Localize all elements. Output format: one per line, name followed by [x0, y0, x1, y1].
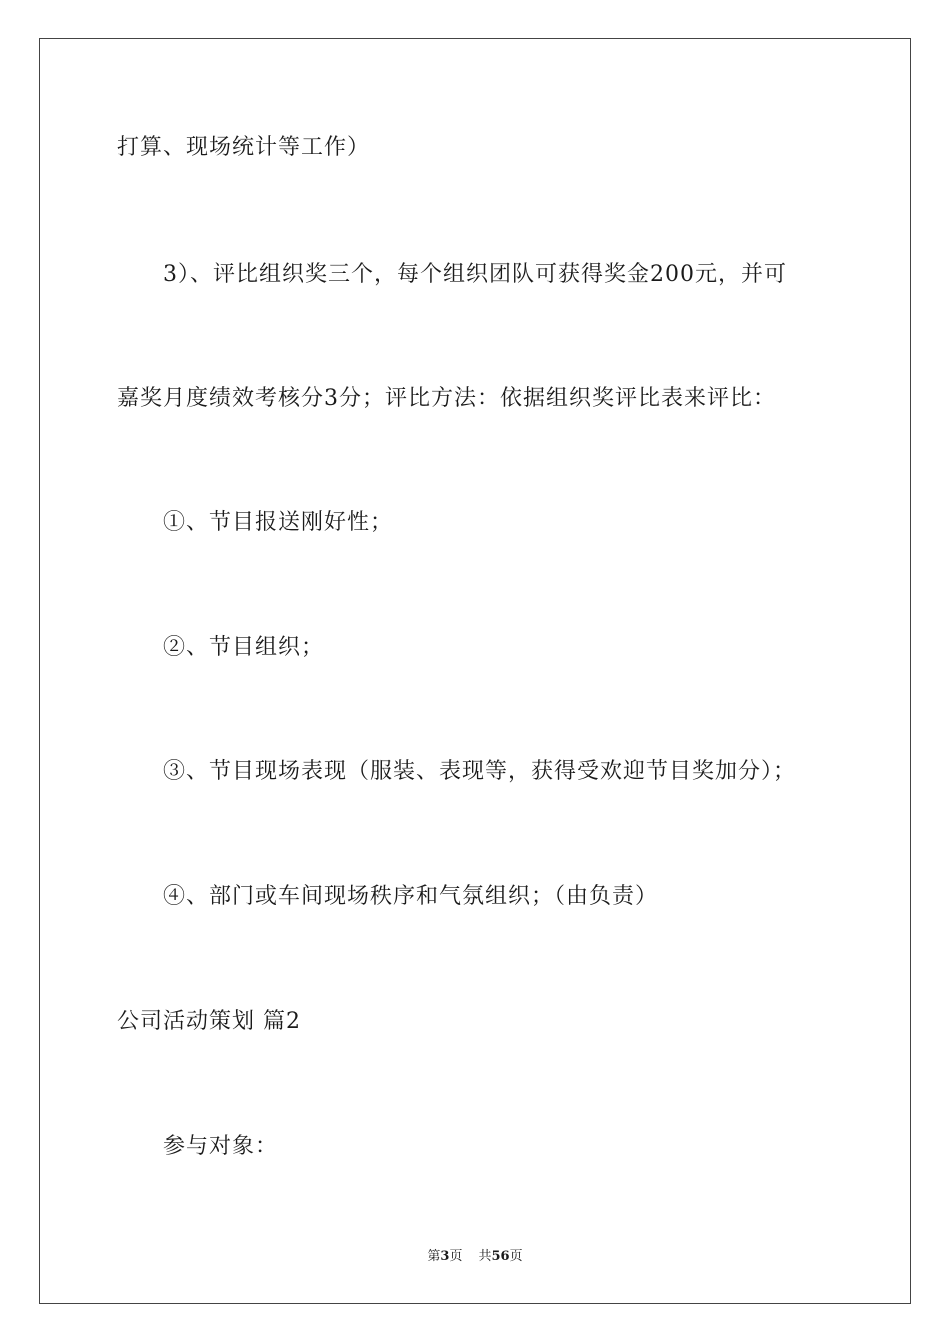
list-item-1: ①、节目报送刚好性； — [163, 510, 394, 535]
text-line-1: 打算、现场统计等工作） — [117, 135, 371, 160]
text-line-3: 嘉奖月度绩效考核分3分；评比方法：依据组织奖评比表来评比： — [117, 386, 776, 411]
page-border — [39, 38, 911, 1304]
footer-total-prefix: 共 — [478, 1249, 492, 1264]
footer-page-prefix: 第 — [427, 1249, 441, 1264]
page-footer — [0, 1248, 950, 1266]
text-line-participants: 参与对象： — [163, 1134, 279, 1159]
footer-total-pages: 56 — [491, 1249, 510, 1264]
footer-page-suffix: 页 — [449, 1249, 463, 1264]
section-heading: 公司活动策划 篇2 — [117, 1009, 301, 1034]
list-item-3: ③、节目现场表现（服装、表现等，获得受欢迎节目奖加分）； — [163, 759, 797, 784]
footer-total-suffix: 页 — [509, 1249, 523, 1264]
list-item-2: ②、节目组织； — [163, 635, 325, 660]
text-line-2: 3）、评比组织奖三个，每个组织团队可获得奖金200元，并可 — [163, 262, 787, 287]
footer-page-number: 3 — [440, 1249, 450, 1264]
list-item-4: ④、部门或车间现场秩序和气氛组织；（由负责） — [163, 884, 659, 909]
